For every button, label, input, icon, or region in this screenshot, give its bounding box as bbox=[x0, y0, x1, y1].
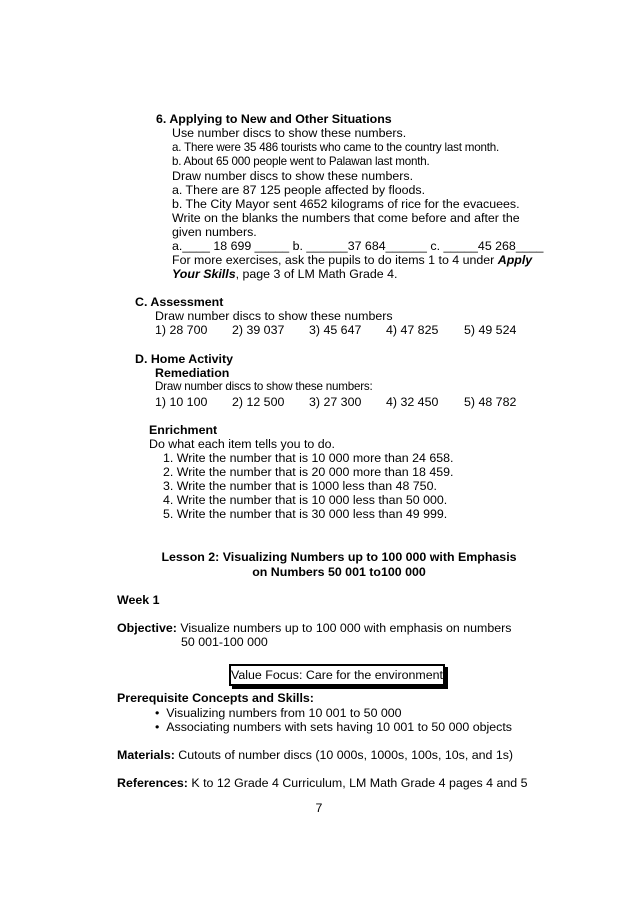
list-item: 2) 39 037 bbox=[232, 323, 285, 337]
list-item: 4. Write the number that is 10 000 less than 50 000. bbox=[163, 493, 448, 507]
page-number: 7 bbox=[315, 801, 323, 815]
section-6-heading: 6. Applying to New and Other Situations bbox=[156, 112, 392, 126]
list-item: 1) 10 100 bbox=[155, 395, 208, 409]
remediation-items bbox=[155, 395, 555, 410]
section-6-line: Use number discs to show these numbers. bbox=[172, 126, 407, 140]
list-item: 1) 28 700 bbox=[155, 323, 208, 337]
list-item: 2) 12 500 bbox=[232, 395, 285, 409]
list-item: • Visualizing numbers from 10 001 to 50 000 bbox=[155, 706, 402, 720]
lesson-title: on Numbers 50 001 to100 000 bbox=[252, 565, 426, 579]
list-item: 5) 49 524 bbox=[464, 323, 517, 337]
assessment-instruction: Draw number discs to show these numbers bbox=[155, 309, 393, 323]
section-6-line: Draw number discs to show these numbers. bbox=[172, 169, 414, 183]
list-item: 1. Write the number that is 10 000 more than 24 658. bbox=[163, 451, 454, 465]
list-item: 2. Write the number that is 20 000 more than 18 459. bbox=[163, 465, 454, 479]
list-item: 4) 32 450 bbox=[386, 395, 439, 409]
week-label: Week 1 bbox=[117, 593, 160, 607]
section-6-line: given numbers. bbox=[172, 225, 257, 239]
value-focus-box: Value Focus: Care for the environment bbox=[229, 664, 445, 686]
assessment-heading: C. Assessment bbox=[135, 295, 224, 309]
bullet-icon: • bbox=[155, 706, 167, 720]
assessment-items bbox=[155, 323, 555, 338]
references: References: K to 12 Grade 4 Curriculum, LM Math Grade 4 pages 4 and 5 bbox=[117, 776, 528, 790]
section-6-line: Your Skills, page 3 of LM Math Grade 4. bbox=[172, 267, 398, 281]
lesson-title: Lesson 2: Visualizing Numbers up to 100 000 with Emphasis bbox=[161, 550, 517, 564]
list-item: 4) 47 825 bbox=[386, 323, 439, 337]
section-6-line: For more exercises, ask the pupils to do items 1 to 4 under Apply bbox=[172, 253, 533, 267]
objective: Objective: Visualize numbers up to 100 000 with emphasis on numbers bbox=[117, 621, 512, 635]
section-6-line: Write on the blanks the numbers that come before and after the bbox=[172, 211, 520, 225]
section-6-line: b. The City Mayor sent 4652 kilograms of rice for the evacuees. bbox=[172, 197, 520, 211]
list-item: 3. Write the number that is 1000 less than 48 750. bbox=[163, 479, 437, 493]
prereq-heading: Prerequisite Concepts and Skills: bbox=[117, 691, 314, 705]
blanks-exercise: a.____ 18 699 _____ b. ______37 684______ c. _____45 268____ bbox=[172, 239, 544, 253]
list-item: • Associating numbers with sets having 10 001 to 50 000 objects bbox=[155, 720, 513, 734]
section-6-line: a. There were 35 486 tourists who came to the country last month. bbox=[172, 141, 500, 154]
list-item: 5) 48 782 bbox=[464, 395, 517, 409]
list-item: 5. Write the number that is 30 000 less than 49 999. bbox=[163, 507, 448, 521]
enrichment-instruction: Do what each item tells you to do. bbox=[149, 437, 335, 451]
section-6-line: a. There are 87 125 people affected by floods. bbox=[172, 183, 426, 197]
section-6-line: b. About 65 000 people went to Palawan last month. bbox=[172, 155, 430, 168]
home-activity-heading: D. Home Activity bbox=[135, 352, 233, 366]
bullet-icon: • bbox=[155, 720, 167, 734]
enrichment-heading: Enrichment bbox=[149, 423, 218, 437]
remediation-instruction: Draw number discs to show these numbers: bbox=[155, 380, 373, 393]
objective-range: 50 001-100 000 bbox=[181, 635, 268, 649]
remediation-heading: Remediation bbox=[155, 366, 230, 380]
list-item: 3) 27 300 bbox=[309, 395, 362, 409]
materials: Materials: Cutouts of number discs (10 000s, 1000s, 100s, 10s, and 1s) bbox=[117, 748, 514, 762]
list-item: 3) 45 647 bbox=[309, 323, 362, 337]
